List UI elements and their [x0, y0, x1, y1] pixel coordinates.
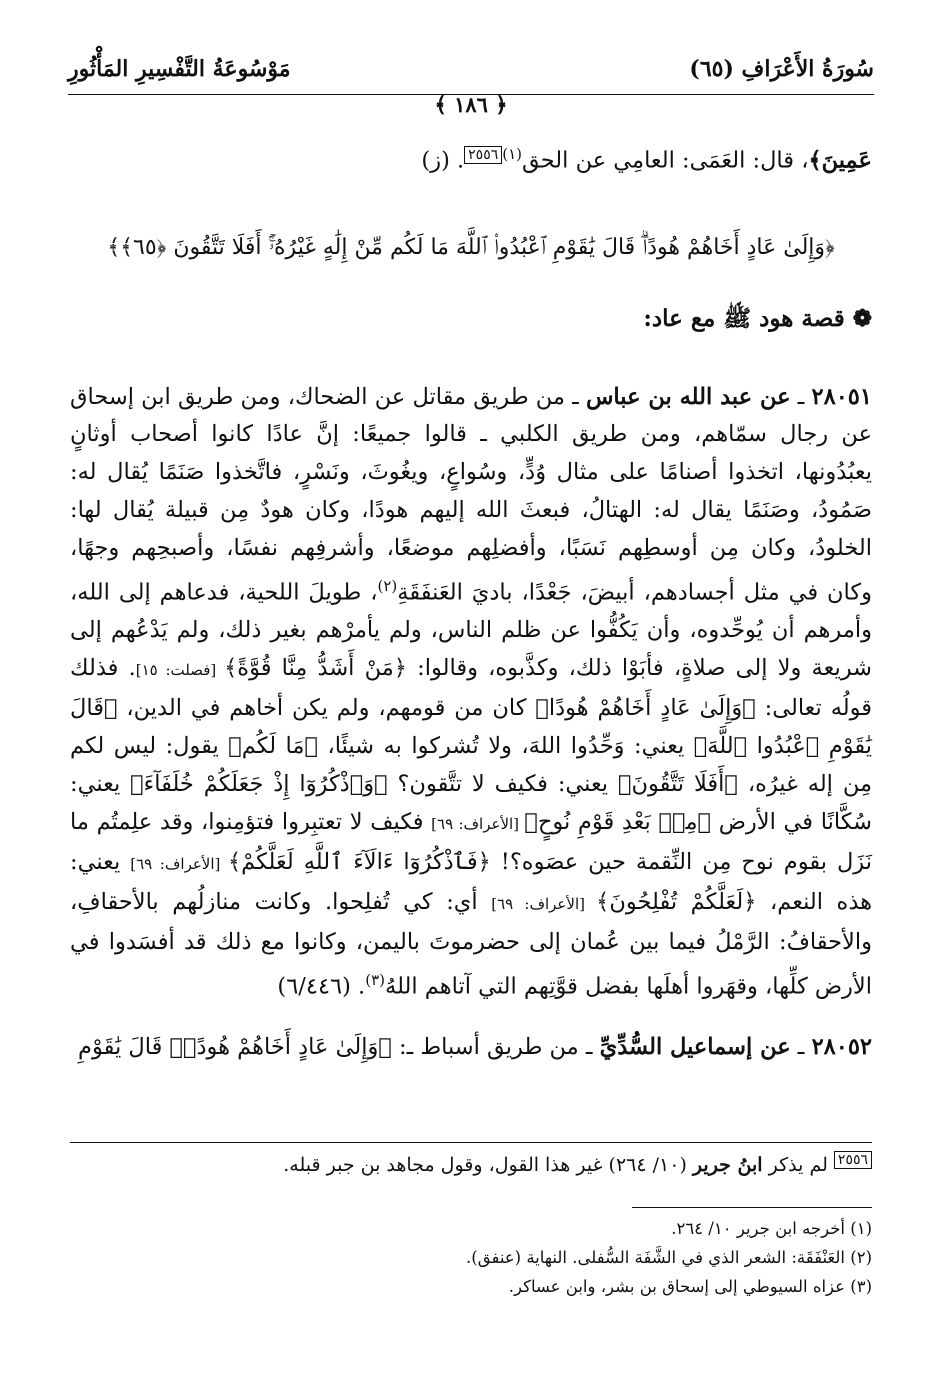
quran-quote: ﴿مَا لَكُم﴾ [228, 733, 318, 760]
footnote-marker: (١) [502, 145, 523, 163]
main-text [70, 356, 872, 1089]
footnote-marker: (٢) [377, 577, 398, 596]
editor-note [70, 1148, 872, 1182]
quran-quote: ﴿فَٱذْكُرُوٓا ءَالَآءَ ٱللَّهِ لَعَلَّكُمْ﴾ [227, 848, 491, 875]
quran-quote: ﴿قَالَ يَٰقَوْمِ ٱعْبُدُوا ٱللَّهَ﴾ [70, 695, 872, 760]
page-number: ﴿ ١٨٦ ﴾ [434, 92, 508, 117]
top-line-text: ، قال: العَمَى: العامِي عن الحق [522, 147, 809, 174]
notes-separator [70, 1142, 872, 1143]
note-ref-box: ٢٥٥٦ [834, 1151, 872, 1169]
section-heading: ❁ قصة هود ﷺ مع عاد: [643, 305, 872, 332]
quran-quote: ﴿وَٱذْكُرُوٓا إِذْ جَعَلَكُمْ خُلَفَآءَ﴾ [130, 771, 388, 798]
paragraph-text: أي: كي تُفلِحوا. وكانت منازلُهم بالأحقافِ، والأحقافُ: الرَّمْلُ فيما بين عُمان إلى حضرموتَ باليمن، وكانوا مع ذلك قد أفسَدوا في الأرض كلِّها، وقهَروا أهلَها بفضل قوَّتِهم التي آتاهم اللهُ [70, 888, 872, 1000]
ayah-end-word: عَمِينَ﴾ [808, 147, 872, 174]
footnote-2: (٢) العَنْفَقَة: الشعر الذي في الشَّفَة السُّفلى. النهاية (عنفق). [466, 1248, 872, 1267]
paragraph-text: يعني: فكيف لا تتَّقون؟ [387, 771, 618, 798]
paragraph-text: يقول: ليس لكم مِن إله غيرُه، [70, 733, 873, 798]
quran-quote: ﴿وَإِلَىٰ عَادٍ أَخَاهُمْ هُودًاۗ قَالَ يَٰقَوْمِ [78, 1033, 392, 1060]
quran-quote: ﴿وَإِلَىٰ عَادٍ أَخَاهُمْ هُودًا﴾ [535, 695, 756, 722]
paragraph-text: يعني: هذه النعم، [70, 848, 873, 915]
footnotes-separator [632, 1207, 872, 1208]
narrator-name: عن إسماعيل السُّدِّيِّ [599, 1033, 791, 1060]
paragraph-28052: ٢٨٠٥٢ ـ عن إسماعيل السُّدِّيِّ ـ من طريق أسباط ـ: ﴿وَإِلَىٰ عَادٍ أَخَاهُمْ هُودًاۗ قَالَ يَٰقَوْمِ [78, 1033, 872, 1060]
verse-reference: [الأعراف: ٦٩] [130, 854, 228, 873]
surah-title: سُورَةُ الأَعْرَافِ (٦٥) [689, 56, 874, 82]
quran-quote: ﴿أَفَلَا تَتَّقُونَ﴾ [617, 771, 738, 798]
paragraph-text: فكيف لا تعتبِروا فتؤمِنوا، وقد علِمتُم ما نَزَل بقوم نوح مِن النِّقمة حين عصَوه؟! [70, 808, 872, 875]
running-header [68, 52, 874, 94]
quran-quote: ﴿لَعَلَّكُمْ تُفْلِحُونَ﴾ [596, 888, 757, 915]
narration-number: ٢٨٠٥١ [811, 383, 872, 410]
paragraph-text: . فذلك قولُه تعالى: [70, 655, 873, 722]
narration-number: ٢٨٠٥٢ [811, 1033, 872, 1060]
footnote-3: (٣) عزاه السيوطي إلى إسحاق بن بشر، وابن عساكر. [508, 1277, 872, 1296]
note-text: لم يذكر [762, 1154, 834, 1176]
paragraph-text: كان من قومهم، ولم يكن أخاهم في الدين، [117, 695, 536, 722]
quran-quote: ﴿مِنۢ بَعْدِ قَوْمِ نُوحٍ﴾ [524, 808, 712, 835]
note-text: (١٠/ ٢٦٤) غير هذا القول، وقول مجاهد بن جبر قبله. [283, 1154, 693, 1176]
quran-verse: ﴿وَإِلَىٰ عَادٍ أَخَاهُمْ هُودًاۗ قَالَ يَٰقَوْمِ ٱعْبُدُوا۟ ٱللَّهَ مَا لَكُم مِّنْ إِلَٰهٍ غَيْرُهُۥٓۚ أَفَلَا تَتَّقُونَ ﴿٦٥﴾﴾ [107, 235, 835, 260]
paragraph-text: يعني: وَحِّدُوا اللهَ، ولا تُشركوا به شيئًا، [317, 733, 694, 760]
verse-reference: [الأعراف: ٦٩] [431, 814, 525, 833]
top-line [70, 136, 872, 180]
footnote-1: (١) أخرجه ابن جرير ١٠/ ٢٦٤. [671, 1219, 872, 1238]
paragraph-text: ، طويلَ اللحية، فدعاهم إلى الله، وأمرهم أن يُوحِّدوه، وأن يَكُفُّوا عن ظلم الناس، ولم يأمرْهم بغير ذلك، ولم يَدْعُهم إلى شريعة ولا إلى صلاةٍ، فأبَوْا ذلك، وكذَّبوه، وقالوا: [70, 579, 872, 682]
paragraph-28051: ٢٨٠٥١ ـ عن عبد الله بن عباس ـ من طريق مقاتل عن الضحاك، ومن طريق ابن إسحاق عن رجال سمّاهم، ومن طريق الكلبي ـ قالوا جميعًا: إنَّ عادًا كانوا أصحاب أوثانٍ يعبُدُونها، اتخذوا أصنامًا على مثال وُدٍّ، وسُواعٍ، ويغُوثَ، ونَسْرٍ، فاتَّخذوا صَنَمًا يُقال له: صَمُودُ، وصَنَمًا يقال له: الهتالُ، فبعثَ الله إليهم هودًا، وكان هودٌ مِن قبيلة يُقال لها: الخلودُ، وكان مِن أوسطِهم نَسَبًا، وأفضلِهم موضعًا، وأشرفِهم نفسًا، وأصبحِهم وجهًا، وكان في مثل أجسادهم، أبيضَ، جَعْدًا، باديَ العَنفَقَةِ$^{(٢)}$، طويلَ اللحية، فدعاهم إلى الله، وأمرهم أن يُوحِّدوه، وأن يَكُفُّوا عن ظلم الناس، ولم يأمرْهم بغير ذلك، ولم يَدْعُهم إلى شريعة ولا إلى صلاةٍ، فأبَوْا ذلك، وكذَّبوه، وقالوا: ﴿مَنْ أَشَدُّ مِنَّا قُوَّةً﴾ [فصلت: ١٥]. فذلك قولُه تعالى: ﴿وَإِلَىٰ عَادٍ أَخَاهُمْ هُودًا﴾ كان من قومهم، ولم يكن أخاهم في الدين، ﴿قَالَ يَٰقَوْمِ ٱعْبُدُوا ٱللَّهَ﴾ يعني: وَحِّدُوا اللهَ، ولا تُشركوا به شيئًا، ﴿مَا لَكُم﴾ يقول: ليس لكم مِن إله غيرُه، ﴿أَفَلَا تَتَّقُونَ﴾ يعني: فكيف لا تتَّقون؟ ﴿وَٱذْكُرُوٓا إِذْ جَعَلَكُمْ خُلَفَآءَ﴾ يعني: سُكَّانًا في الأرض ﴿مِنۢ بَعْدِ قَوْمِ نُوحٍ﴾ [الأعراف: ٦٩] فكيف لا تعتبِروا فتؤمِنوا، وقد علِمتُم ما نَزَل بقوم نوح مِن النِّقمة حين عصَوه؟! ﴿فَٱذْكُرُوٓا ءَالَآءَ ٱللَّهِ لَعَلَّكُمْ﴾ [الأعراف: ٦٩] يعني: هذه النعم، ﴿لَعَلَّكُمْ تُفْلِحُونَ﴾ [الأعراف: ٦٩] أي: كي تُفلِحوا. وكانت منازلُهم بالأحقافِ، والأحقافُ: الرَّمْلُ فيما بين عُمان إلى حضرموتَ باليمن، وكانوا مع ذلك قد أفسَدوا في الأرض كلِّها، وقهَروا أهلَها بفضل قوَّتِهم التي آتاهم اللهُ$^{(٣)}$. (٦/٤٤٦) [70, 383, 873, 1000]
paragraph-text: ـ من طريق أسباط ـ: [391, 1033, 600, 1060]
volume-page-ref: . (٦/٤٤٦) [277, 973, 366, 1000]
note-name: ابنُ جرير [692, 1154, 763, 1176]
verse-reference: [فصلت: ١٥] [135, 661, 225, 680]
footnotes [70, 1214, 872, 1301]
book-title: مَوْسُوعَةُ التَّفْسِيرِ المَأْثُورِ [68, 56, 291, 82]
paragraph-text: يعني: سُكَّانًا في الأرض [70, 771, 872, 835]
top-line-tail: . (ز) [421, 147, 465, 174]
footnote-marker: (٣) [365, 970, 385, 989]
verse-reference: [الأعراف: ٦٩] [491, 894, 597, 913]
quran-quote: ﴿مَنْ أَشَدُّ مِنَّا قُوَّةً﴾ [224, 655, 407, 682]
paragraph-text: ـ من طريق مقاتل عن الضحاك، ومن طريق ابن إسحاق عن رجال سمّاهم، ومن طريق الكلبي ـ قالوا جميعًا: إنَّ عادًا كانوا أصحاب أوثانٍ يعبُدُونها، اتخذوا أصنامًا على مثال وُدٍّ، وسُواعٍ، ويغُوثَ، ونَسْرٍ، فاتَّخذوا صَنَمًا يُقال له: صَمُودُ، وصَنَمًا يقال له: الهتالُ، فبعثَ الله إليهم هودًا، وكان هودٌ مِن قبيلة يُقال لها: الخلودُ، وكان مِن أوسطِهم نَسَبًا، وأفضلِهم موضعًا، وأشرفِهم نفسًا، وأصبحِهم وجهًا، وكان في مثل أجسادهم، أبيضَ، جَعْدًا، باديَ العَنفَقَةِ [70, 383, 873, 606]
narrator-name: عن عبد الله بن عباس [585, 383, 791, 410]
note-ref-box: ٢٥٥٦ [464, 146, 502, 164]
